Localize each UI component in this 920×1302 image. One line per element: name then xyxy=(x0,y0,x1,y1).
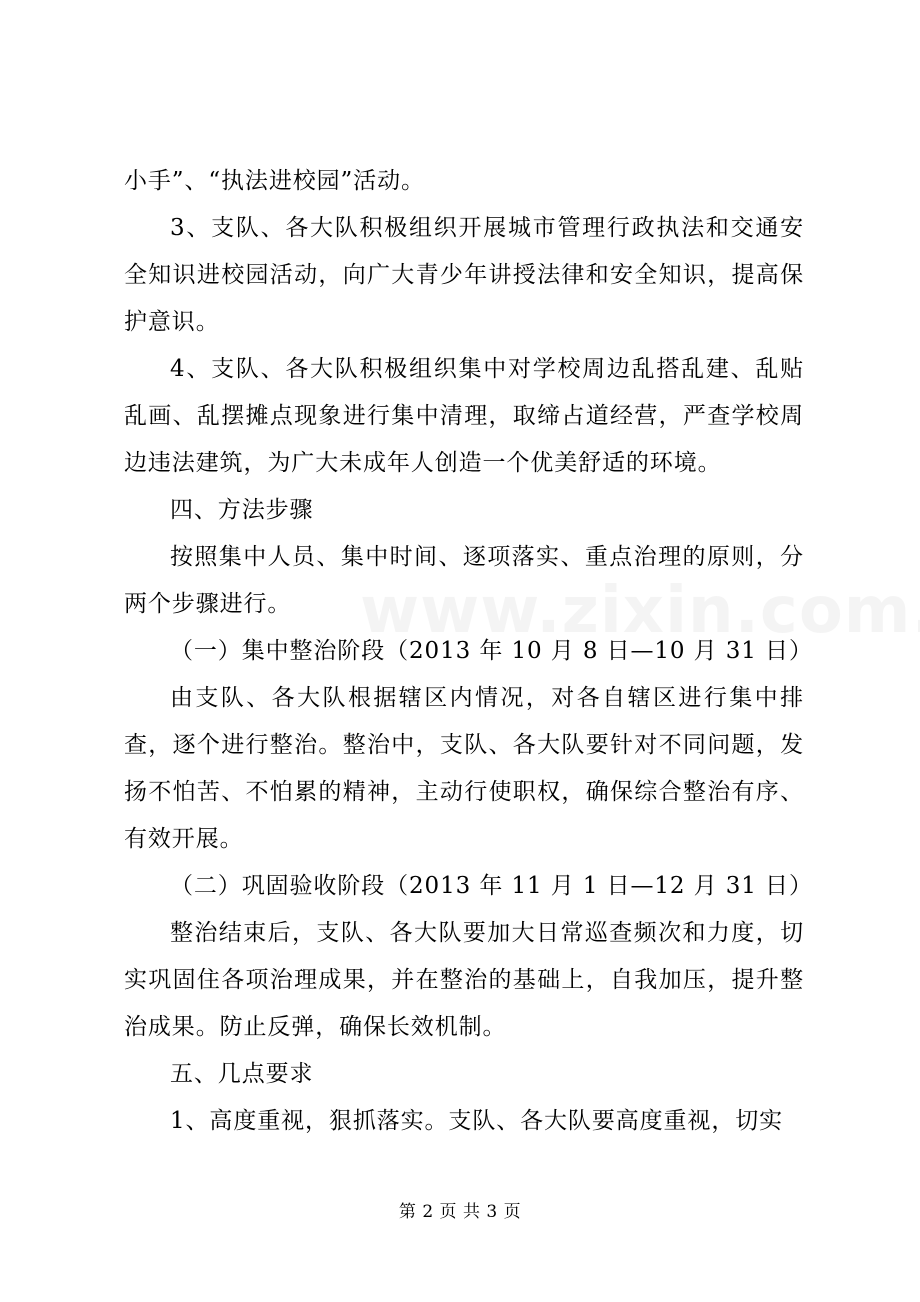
subheading-phase-2: （二）巩固验收阶段（2013 年 11 月 1 日—12 月 31 日） xyxy=(170,873,813,899)
paragraph-phase-2: 整治结束后，支队、各大队要加大日常巡查频次和力度，切实巩固住各项治理成果，并在整治的基础上，自我加压，提升整治成果。防止反弹，确保长效机制。 xyxy=(124,920,804,1040)
section-heading-methods: 四、方法步骤 xyxy=(170,497,314,523)
paragraph-item-3: 3、支队、各大队积极组织开展城市管理行政执法和交通安全知识进校园活动，向广大青少年讲授法律和安全知识，提高保护意识。 xyxy=(124,215,804,335)
subheading-phase-1: （一）集中整治阶段（2013 年 10 月 8 日—10 月 31 日） xyxy=(170,638,813,664)
paragraph-requirement-1: 1、高度重视，狠抓落实。支队、各大队要高度重视，切实 xyxy=(170,1108,784,1134)
document-body xyxy=(124,158,813,1145)
section-heading-requirements: 五、几点要求 xyxy=(170,1061,314,1087)
page-footer: 第 2 页 共 3 页 xyxy=(398,1202,522,1222)
paragraph-continuation: 小手”、“执法进校园”活动。 xyxy=(124,168,425,194)
paragraph-item-4: 4、支队、各大队积极组织集中对学校周边乱搭乱建、乱贴乱画、乱摆摊点现象进行集中清理，取缔占道经营，严查学校周边违法建筑，为广大未成年人创造一个优美舒适的环境。 xyxy=(124,356,804,476)
paragraph-phase-1: 由支队、各大队根据辖区内情况，对各自辖区进行集中排查，逐个进行整治。整治中，支队、各大队要针对不同问题，发扬不怕苦、不怕累的精神，主动行使职权，确保综合整治有序、有效开展。 xyxy=(124,685,804,852)
paragraph-methods-intro: 按照集中人员、集中时间、逐项落实、重点治理的原则，分两个步骤进行。 xyxy=(124,544,804,617)
